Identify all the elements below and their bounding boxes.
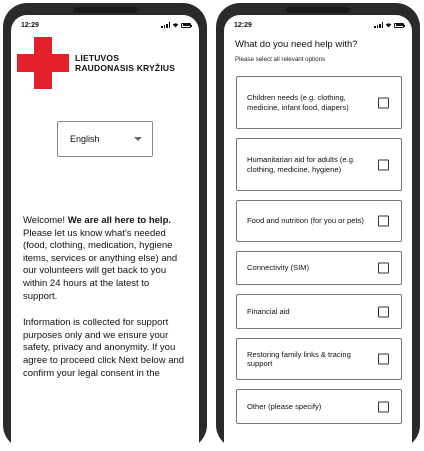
- chevron-down-icon: [134, 137, 142, 141]
- welcome-rest: Please let us know what's needed (food, clothing, medication, hygiene items, services or anything else) and our volunteers will get back to you within 24 hours at the latest to support.: [23, 227, 178, 302]
- phone-screen-left: [11, 15, 199, 449]
- language-select[interactable]: [57, 121, 153, 157]
- checkbox-icon[interactable]: [378, 97, 389, 108]
- option-label: Financial aid: [247, 306, 290, 316]
- phone-notch: [286, 7, 350, 13]
- welcome-intro: Welcome!: [23, 215, 68, 226]
- option-label: Food and nutrition (for you or pets): [247, 216, 364, 226]
- option-label: Other (please specify): [247, 401, 322, 411]
- welcome-text: [23, 215, 185, 303]
- option-family-links[interactable]: [236, 338, 402, 380]
- status-icons: [161, 22, 191, 28]
- org-name-line1: LIETUVOS: [75, 53, 120, 63]
- welcome-bold: We are all here to help.: [67, 215, 172, 226]
- battery-icon: [181, 23, 191, 28]
- option-label: Connectivity (SIM): [247, 263, 310, 273]
- checkbox-icon[interactable]: [378, 216, 389, 227]
- phone-left: [3, 3, 207, 449]
- option-connectivity[interactable]: [236, 251, 402, 285]
- option-children-needs[interactable]: [236, 76, 402, 129]
- option-other[interactable]: [236, 389, 402, 424]
- battery-icon: [394, 23, 404, 28]
- question-title: What do you need help with?: [235, 39, 358, 50]
- checkbox-icon[interactable]: [378, 354, 389, 365]
- checkbox-icon[interactable]: [378, 159, 389, 170]
- phone-screen-right: [224, 15, 412, 449]
- phone-right: [216, 3, 420, 449]
- options-list: [224, 76, 412, 424]
- checkbox-icon[interactable]: [378, 401, 389, 412]
- status-icons: [374, 22, 404, 28]
- checkbox-icon[interactable]: [378, 263, 389, 274]
- signal-icon: [161, 22, 170, 28]
- option-label: Children needs (e.g. clothing, medicine, infant food, diapers): [247, 93, 349, 112]
- wifi-icon: [385, 22, 392, 28]
- org-name: [75, 53, 175, 73]
- language-value: English: [70, 134, 100, 144]
- option-financial-aid[interactable]: [236, 294, 402, 329]
- red-cross-logo: [17, 37, 69, 89]
- option-label: Restoring family links & tracing support: [247, 349, 351, 368]
- status-time: 12:29: [234, 21, 252, 29]
- option-food-nutrition[interactable]: [236, 200, 402, 242]
- wifi-icon: [172, 22, 179, 28]
- org-name-line2: RAUDONASIS KRYŽIUS: [75, 63, 176, 73]
- checkbox-icon[interactable]: [378, 306, 389, 317]
- status-time: 12:29: [21, 21, 39, 29]
- status-bar: [11, 15, 199, 35]
- logo: [11, 35, 199, 89]
- status-bar: [224, 15, 412, 35]
- signal-icon: [374, 22, 383, 28]
- phone-notch: [73, 7, 137, 13]
- question-subtitle: Please select all relevant options: [235, 56, 326, 63]
- option-label: Humanitarian aid for adults (e.g. clothing, medicine, hygiene): [247, 155, 356, 174]
- info-text: Information is collected for support purposes only and we ensure your safety, privacy and anonymity. If you agree to proceed click Next below and confirm your legal consent in the: [23, 317, 185, 379]
- option-humanitarian-aid[interactable]: [236, 138, 402, 191]
